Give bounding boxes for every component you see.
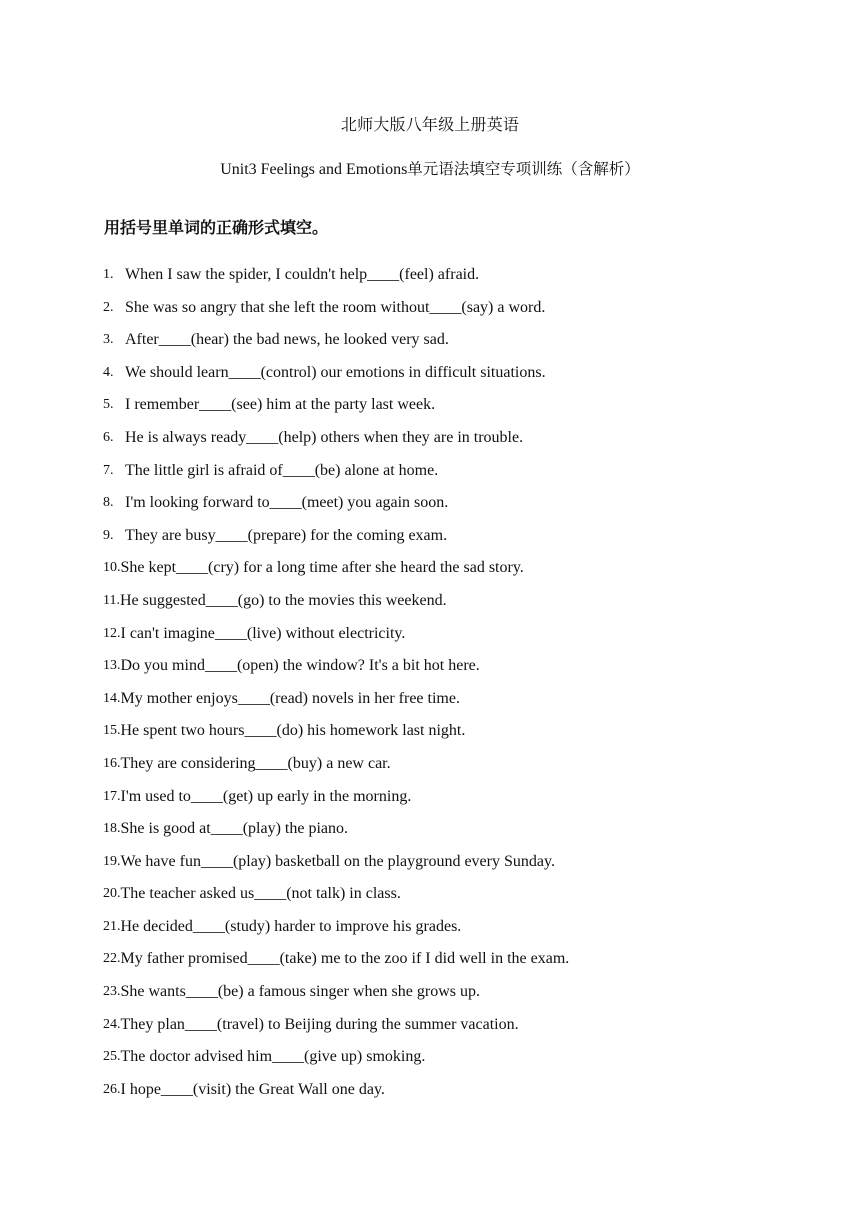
question-number: 22. bbox=[103, 951, 121, 967]
question-text: She was so angry that she left the room without____(say) a word. bbox=[125, 298, 546, 316]
question-number: 4. bbox=[103, 364, 114, 380]
question-text: I hope____(visit) the Great Wall one day. bbox=[120, 1080, 385, 1098]
question-item bbox=[103, 329, 569, 362]
question-number: 18. bbox=[103, 821, 121, 837]
subtitle-english: Unit3 Feelings and Emotions bbox=[220, 161, 408, 178]
question-item bbox=[103, 590, 569, 623]
question-text: When I saw the spider, I couldn't help____(feel) afraid. bbox=[125, 266, 480, 283]
question-number: 11. bbox=[103, 592, 120, 608]
question-text: We should learn____(control) our emotions in difficult situations. bbox=[125, 363, 546, 381]
question-text: He is always ready____(help) others when they are in trouble. bbox=[125, 428, 524, 446]
question-text: She wants____(be) a famous singer when she grows up. bbox=[120, 983, 480, 1001]
question-text: He suggested____(go) to the movies this weekend. bbox=[119, 591, 447, 609]
question-number: 23. bbox=[103, 984, 121, 1000]
question-item bbox=[103, 297, 569, 330]
question-item bbox=[103, 720, 569, 753]
question-number: 8. bbox=[103, 495, 114, 511]
question-item bbox=[103, 981, 569, 1014]
question-number: 24. bbox=[103, 1016, 121, 1032]
question-text: They are busy____(prepare) for the coming exam. bbox=[125, 526, 448, 544]
question-number: 14. bbox=[103, 690, 121, 706]
question-text: I can't imagine____(live) without electricity. bbox=[120, 624, 406, 642]
question-number: 2. bbox=[103, 299, 114, 315]
question-number: 17. bbox=[103, 788, 121, 804]
question-item bbox=[103, 655, 569, 688]
question-number: 21. bbox=[103, 918, 121, 934]
document-subtitle bbox=[0, 158, 860, 181]
question-text: They are considering____(buy) a new car. bbox=[120, 754, 391, 772]
question-item bbox=[103, 948, 569, 981]
question-text: She is good at____(play) the piano. bbox=[120, 820, 349, 838]
question-item bbox=[103, 492, 569, 525]
question-number: 16. bbox=[103, 755, 121, 771]
question-list bbox=[103, 264, 569, 1111]
question-number: 13. bbox=[103, 658, 121, 674]
question-number: 10. bbox=[103, 560, 121, 576]
question-item bbox=[103, 362, 569, 395]
question-text: I'm used to____(get) up early in the morning. bbox=[120, 787, 412, 805]
subtitle-chinese: 单元语法填空专项训练（含解析） bbox=[407, 160, 640, 178]
question-item bbox=[103, 460, 569, 493]
question-item bbox=[103, 1079, 569, 1112]
question-item bbox=[103, 525, 569, 558]
question-number: 3. bbox=[103, 332, 114, 348]
question-item bbox=[103, 883, 569, 916]
question-text: My father promised____(take) me to the zoo if I did well in the exam. bbox=[120, 950, 570, 968]
question-item bbox=[103, 427, 569, 460]
question-text: After____(hear) the bad news, he looked very sad. bbox=[125, 331, 449, 349]
question-number: 5. bbox=[103, 397, 114, 413]
question-item bbox=[103, 818, 569, 851]
question-number: 25. bbox=[103, 1049, 121, 1065]
question-number: 9. bbox=[103, 527, 114, 543]
question-item bbox=[103, 851, 569, 884]
question-number: 1. bbox=[103, 267, 114, 282]
document-title: 北师大版八年级上册英语 bbox=[340, 115, 520, 134]
question-item bbox=[103, 1014, 569, 1047]
question-text: We have fun____(play) basketball on the playground every Sunday. bbox=[120, 852, 555, 870]
question-number: 7. bbox=[103, 462, 114, 478]
question-text: The little girl is afraid of____(be) alone at home. bbox=[125, 461, 439, 479]
question-text: They plan____(travel) to Beijing during the summer vacation. bbox=[120, 1015, 519, 1033]
question-number: 12. bbox=[103, 625, 121, 641]
question-text: I'm looking forward to____(meet) you again soon. bbox=[125, 494, 449, 512]
question-item bbox=[103, 1046, 569, 1079]
question-text: The doctor advised him____(give up) smoking. bbox=[120, 1048, 426, 1066]
question-number: 20. bbox=[103, 886, 121, 902]
question-number: 6. bbox=[103, 429, 114, 445]
question-text: She kept____(cry) for a long time after she heard the sad story. bbox=[120, 559, 524, 577]
question-text: I remember____(see) him at the party last week. bbox=[125, 396, 436, 414]
question-text: Do you mind____(open) the window? It's a bit hot here. bbox=[120, 657, 480, 675]
question-item bbox=[103, 753, 569, 786]
question-text: My mother enjoys____(read) novels in her free time. bbox=[120, 689, 460, 707]
question-item bbox=[103, 623, 569, 656]
question-item bbox=[103, 394, 569, 427]
section-instruction: 用括号里单词的正确形式填空。 bbox=[104, 218, 329, 237]
question-item bbox=[103, 264, 569, 297]
question-item bbox=[103, 688, 569, 721]
question-item bbox=[103, 557, 569, 590]
question-number: 26. bbox=[103, 1081, 121, 1097]
question-number: 19. bbox=[103, 853, 121, 869]
question-text: He decided____(study) harder to improve his grades. bbox=[120, 917, 462, 935]
question-text: The teacher asked us____(not talk) in class. bbox=[120, 885, 401, 903]
question-number: 15. bbox=[103, 723, 121, 739]
question-item bbox=[103, 916, 569, 949]
question-item bbox=[103, 786, 569, 819]
question-text: He spent two hours____(do) his homework last night. bbox=[120, 722, 466, 740]
